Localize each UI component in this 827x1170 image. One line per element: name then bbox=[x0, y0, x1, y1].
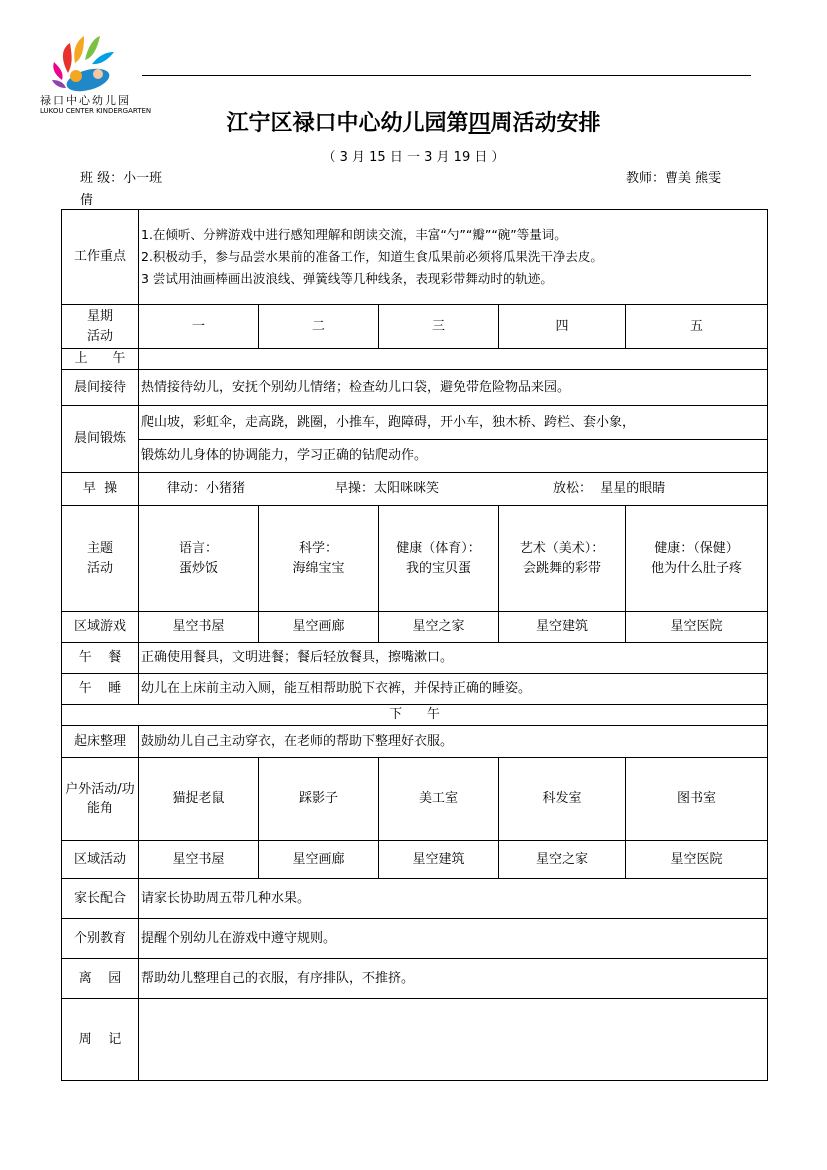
weekly-text bbox=[139, 999, 768, 1081]
area-game-label: 区域游戏 bbox=[62, 612, 139, 643]
day-fri: 五 bbox=[626, 305, 768, 349]
page-title: 江宁区禄口中心幼儿园第四周活动安排 bbox=[226, 110, 601, 136]
area-game-thu: 星空建筑 bbox=[499, 612, 626, 643]
work-focus-label: 工作重点 bbox=[62, 210, 139, 305]
exercise-row-2 bbox=[62, 440, 768, 473]
morning-section-blank bbox=[139, 349, 768, 370]
area-activity-tue: 星空画廊 bbox=[259, 841, 379, 879]
outdoor-wed: 美工室 bbox=[379, 758, 499, 841]
afternoon-section-label: 下 午 bbox=[62, 705, 768, 726]
lunch-row bbox=[62, 643, 768, 674]
class-label-continued: 倩 bbox=[80, 193, 94, 208]
morning-exercise-label: 早 操 bbox=[62, 473, 139, 506]
morning-exercise-row bbox=[62, 473, 768, 506]
area-game-wed: 星空之家 bbox=[379, 612, 499, 643]
schedule-table bbox=[61, 209, 768, 1081]
area-game-row bbox=[62, 612, 768, 643]
theme-wed: 健康（体育）： 我的宝贝蛋 bbox=[379, 506, 499, 612]
lunch-label: 午 餐 bbox=[62, 643, 139, 674]
outdoor-row bbox=[62, 758, 768, 841]
reception-label: 晨间接待 bbox=[62, 370, 139, 406]
header-divider bbox=[142, 75, 751, 76]
wake-text: 鼓励幼儿自己主动穿衣，在老师的帮助下整理好衣服。 bbox=[139, 726, 768, 758]
weekly-row bbox=[62, 999, 768, 1081]
area-game-fri: 星空医院 bbox=[626, 612, 768, 643]
leave-row bbox=[62, 959, 768, 999]
outdoor-thu: 科发室 bbox=[499, 758, 626, 841]
logo-text-en: LUKOU CENTER KINDERGARTEN bbox=[40, 107, 152, 115]
area-activity-fri: 星空医院 bbox=[626, 841, 768, 879]
work-focus-content: 1.在倾听、分辨游戏中进行感知理解和朗读交流，丰富“勺”“瓣”“碗”等量词。 2.积极动手，参与品尝水果前的准备工作，知道生食瓜果前必须将瓜果洗干净去皮。 3 尝试用油画棒画出波浪线、弹簧线等几种线条，表现彩带舞动时的轨迹。 bbox=[139, 210, 768, 305]
reception-text: 热情接待幼儿，安抚个别幼儿情绪；检查幼儿口袋，避免带危险物品来园。 bbox=[139, 370, 768, 406]
area-activity-wed: 星空建筑 bbox=[379, 841, 499, 879]
class-label: 班 级：小一班 bbox=[80, 171, 163, 186]
day-tue: 二 bbox=[259, 305, 379, 349]
theme-row bbox=[62, 506, 768, 612]
nap-text: 幼儿在上床前主动入厕，能互相帮助脱下衣裤，并保持正确的睡姿。 bbox=[139, 674, 768, 705]
exercise-text-2: 锻炼幼儿身体的协调能力，学习正确的钻爬动作。 bbox=[139, 440, 768, 473]
nap-label: 午 睡 bbox=[62, 674, 139, 705]
teacher-label: 教师：曹美 熊雯 bbox=[626, 171, 722, 186]
weekday-header-row bbox=[62, 305, 768, 349]
parent-row bbox=[62, 879, 768, 919]
morning-section-label: 上 午 bbox=[62, 349, 139, 370]
afternoon-section-row bbox=[62, 705, 768, 726]
theme-mon: 语言： 蛋炒饭 bbox=[139, 506, 259, 612]
nap-row bbox=[62, 674, 768, 705]
parent-label: 家长配合 bbox=[62, 879, 139, 919]
exercise-row-1 bbox=[62, 406, 768, 440]
outdoor-label: 户外活动/功 能角 bbox=[62, 758, 139, 841]
area-activity-mon: 星空书屋 bbox=[139, 841, 259, 879]
area-activity-row bbox=[62, 841, 768, 879]
area-activity-thu: 星空之家 bbox=[499, 841, 626, 879]
area-game-tue: 星空画廊 bbox=[259, 612, 379, 643]
wake-row bbox=[62, 726, 768, 758]
lunch-text: 正确使用餐具，文明进餐；餐后轻放餐具，擦嘴漱口。 bbox=[139, 643, 768, 674]
weekday-header-label: 星期 活动 bbox=[62, 305, 139, 349]
area-game-mon: 星空书屋 bbox=[139, 612, 259, 643]
logo-text-cn: 禄口中心幼儿园 bbox=[40, 94, 131, 107]
day-mon: 一 bbox=[139, 305, 259, 349]
outdoor-mon: 猫捉老鼠 bbox=[139, 758, 259, 841]
theme-label: 主题 活动 bbox=[62, 506, 139, 612]
reception-row bbox=[62, 370, 768, 406]
wake-label: 起床整理 bbox=[62, 726, 139, 758]
day-thu: 四 bbox=[499, 305, 626, 349]
theme-thu: 艺术（美术）： 会跳舞的彩带 bbox=[499, 506, 626, 612]
morning-section-row bbox=[62, 349, 768, 370]
weekly-label: 周 记 bbox=[62, 999, 139, 1081]
theme-fri: 健康：（保健） 他为什么肚子疼 bbox=[626, 506, 768, 612]
morning-exercise-content: 律动：小猪猪 早操：太阳咪咪笑 放松： 星星的眼睛 bbox=[139, 473, 768, 506]
week-number: 四 bbox=[468, 110, 491, 136]
day-wed: 三 bbox=[379, 305, 499, 349]
exercise-label: 晨间锻炼 bbox=[62, 406, 139, 473]
area-activity-label: 区域活动 bbox=[62, 841, 139, 879]
date-range: （ 3 月 15 日 一 3 月 19 日 ） bbox=[322, 150, 505, 165]
parent-text: 请家长协助周五带几种水果。 bbox=[139, 879, 768, 919]
work-focus-row bbox=[62, 210, 768, 305]
individual-row bbox=[62, 919, 768, 959]
theme-tue: 科学： 海绵宝宝 bbox=[259, 506, 379, 612]
leave-label: 离 园 bbox=[62, 959, 139, 999]
individual-text: 提醒个别幼儿在游戏中遵守规则。 bbox=[139, 919, 768, 959]
exercise-text-1: 爬山坡，彩虹伞，走高跷，跳圈，小推车，跑障碍，开小车，独木桥、跨栏、套小象， bbox=[139, 406, 768, 440]
outdoor-tue: 踩影子 bbox=[259, 758, 379, 841]
individual-label: 个别教育 bbox=[62, 919, 139, 959]
outdoor-fri: 图书室 bbox=[626, 758, 768, 841]
leave-text: 帮助幼儿整理自己的衣服，有序排队，不推挤。 bbox=[139, 959, 768, 999]
